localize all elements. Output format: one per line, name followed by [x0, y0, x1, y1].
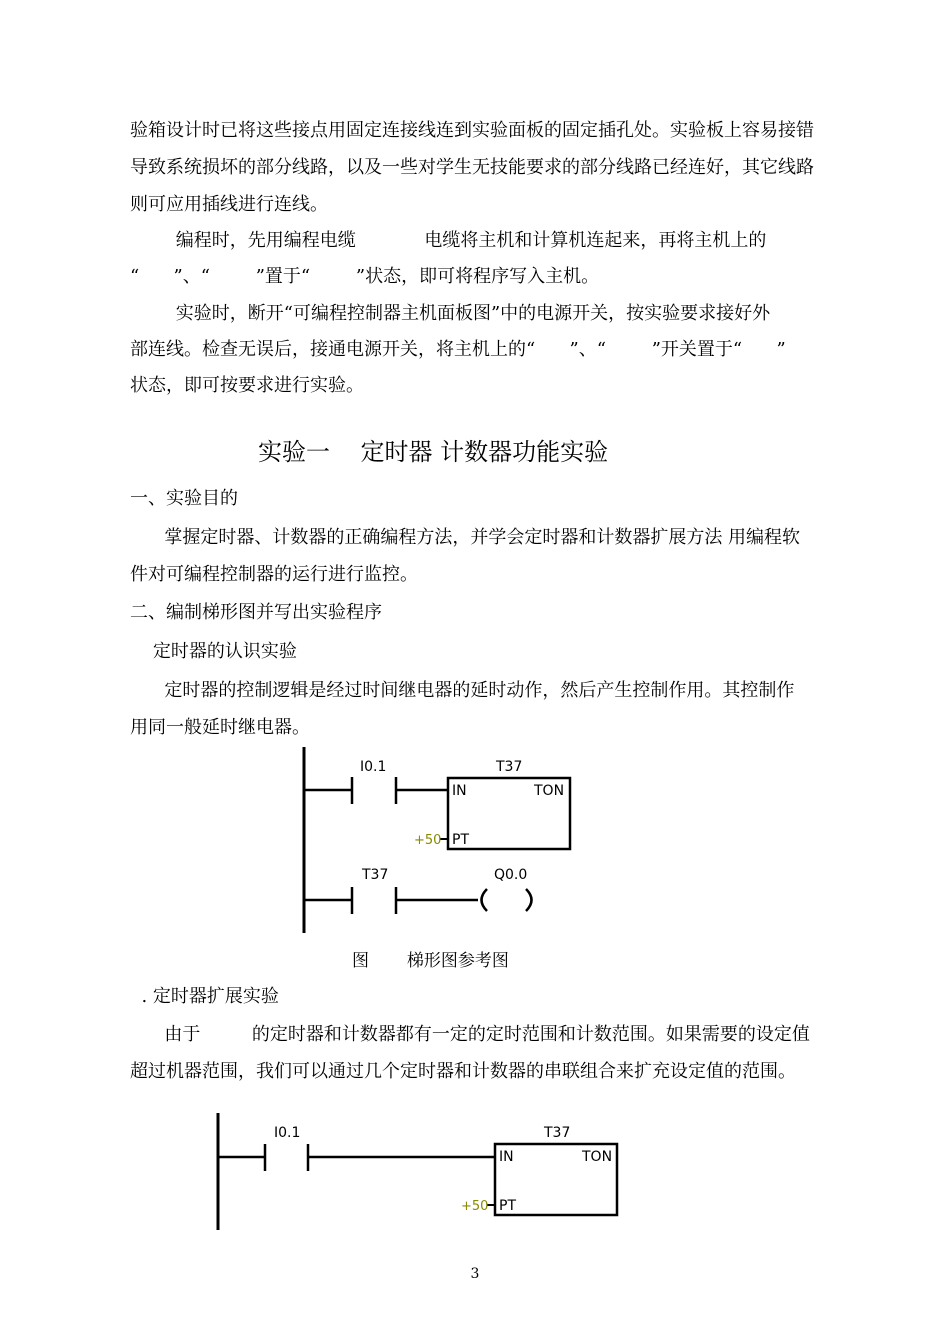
page-number: 3	[470, 1266, 480, 1282]
paragraph-line: 导致系统损坏的部分线路，以及一些对学生无技能要求的部分线路已经连好，其它线路	[130, 157, 814, 178]
ladder-diagram-1	[290, 744, 590, 936]
paragraph-line: 实验时，断开“可编程控制器主机面板图”中的电源开关，按实验要求接好外	[130, 303, 771, 324]
paragraph-line: 验箱设计时已将这些接点用固定连接线连到实验面板的固定插孔处。实验板上容易接错	[130, 120, 814, 141]
coil-left	[482, 889, 488, 911]
paragraph-line: 则可应用插线进行连线。	[130, 194, 328, 215]
paragraph-line: 用同一般延时继电器。	[130, 717, 310, 738]
timer-label: T37	[496, 759, 523, 775]
paragraph-line: 定时器的控制逻辑是经过时间继电器的延时动作，然后产生控制作用。其控制作	[130, 680, 795, 701]
heading-objective: 一、实验目的	[130, 488, 238, 509]
paragraph-line: 由于 的定时器和计数器都有一定的定时范围和计数范围。如果需要的设定值	[130, 1024, 810, 1045]
subheading-timer: 定时器的认识实验	[130, 641, 297, 662]
ladder-diagram-2	[205, 1110, 635, 1232]
figure-caption: 图 梯形图参考图	[352, 951, 509, 971]
preset-value: +50	[461, 1199, 489, 1214]
paragraph-line: 编程时，先用编程电缆 电缆将主机和计算机连起来，再将主机上的	[130, 230, 767, 251]
timer-in-label: IN	[452, 783, 467, 799]
paragraph-line: 超过机器范围，我们可以通过几个定时器和计数器的串联组合来扩充设定值的范围。	[130, 1061, 796, 1082]
timer-type-label: TON	[534, 783, 565, 799]
coil-right	[526, 889, 532, 911]
timer-pt-label: PT	[499, 1198, 516, 1214]
subheading-timer-extension: . 定时器扩展实验	[130, 986, 279, 1007]
paragraph-line: “ ”、“ ”置于“ ”状态，即可将程序写入主机。	[130, 266, 600, 287]
timer-in-label: IN	[499, 1149, 514, 1165]
contact-label: I0.1	[360, 759, 387, 775]
contact-label: I0.1	[274, 1125, 301, 1141]
paragraph-line: 部连线。检查无误后，接通电源开关，将主机上的“ ”、“ ”开关置于“ ”	[130, 339, 786, 360]
preset-value: +50	[414, 833, 442, 848]
timer-label: T37	[544, 1125, 571, 1141]
paragraph-line: 状态，即可按要求进行实验。	[130, 375, 364, 396]
paragraph-line: 件对可编程控制器的运行进行监控。	[130, 564, 418, 585]
contact-label: T37	[362, 867, 389, 883]
timer-pt-label: PT	[452, 832, 469, 848]
heading-program: 二、编制梯形图并写出实验程序	[130, 602, 382, 623]
timer-type-label: TON	[582, 1149, 613, 1165]
coil-label: Q0.0	[494, 867, 528, 883]
paragraph-line: 掌握定时器、计数器的正确编程方法，并学会定时器和计数器扩展方法 用编程软	[130, 527, 801, 548]
section-title: 实验一 定时器 计数器功能实验	[258, 438, 609, 466]
